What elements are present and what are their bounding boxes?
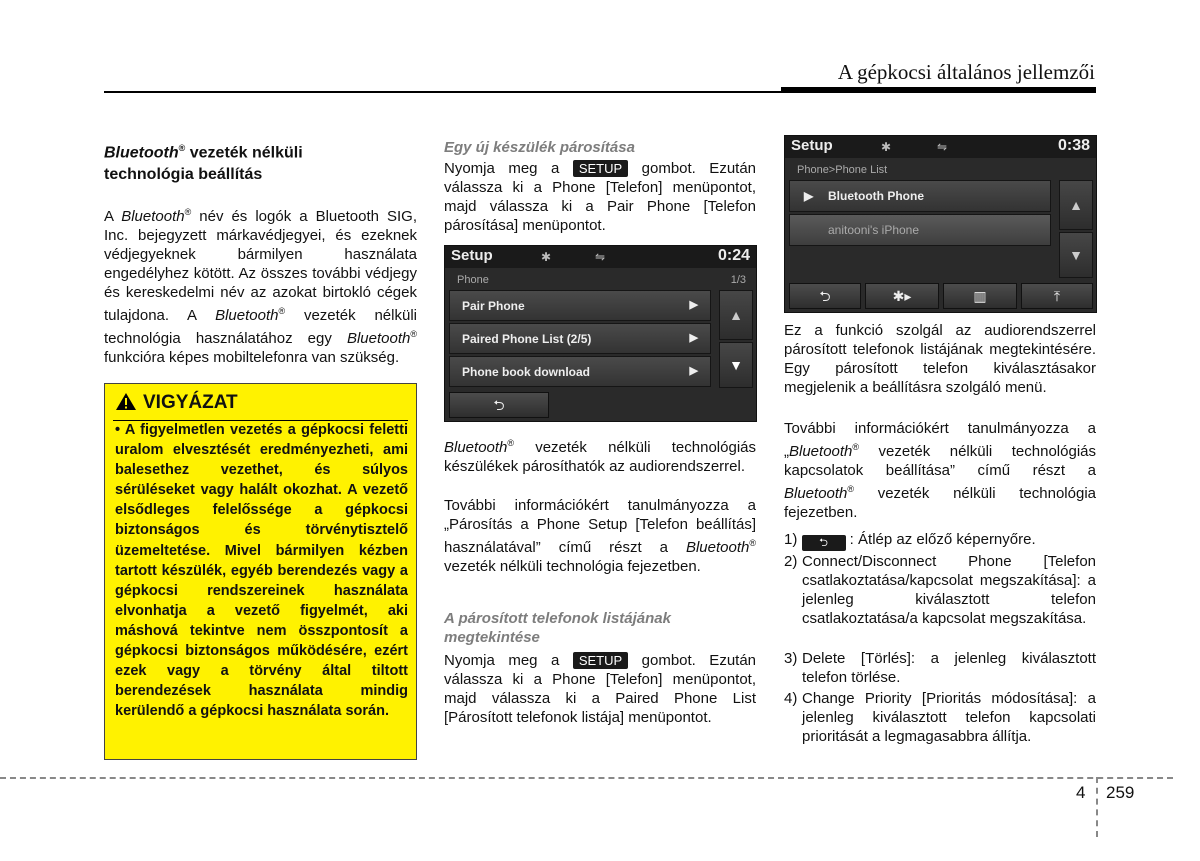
- more-info-paragraph-2: [784, 419, 1096, 522]
- warning-body: A figyelmetlen vezetés a gépkocsi feletti uralom elvesztését eredményezheti, ami balesethez vezethet, és súlyos sérüléseket vagy halált okozhat. A vezető elsődleges felelőssége a gépkocsi biztonságos és törvénytisztelő üzemeltetése. Mivel bármilyen kézben tartott készülék, egyéb berendezés vagy a gépkocsi rendszereinek használata elvonhatja a vezető figyelmét, aki máshová tekintve nem összpontosít a gépkocsi biztonságos működésére, ezért ezek vagy a törvény által tiltott berendezések használata mindig kerülendő a gépkocsi használata során.: [115, 422, 408, 720]
- text: Nyomja meg a: [444, 652, 573, 669]
- text: vezeték nélküli technológia fejezetben.: [444, 558, 701, 575]
- reg-mark: ®: [847, 484, 855, 494]
- list-row-bluetooth-phone[interactable]: [789, 180, 1051, 212]
- intro-paragraph: [104, 203, 417, 367]
- item-text: : Átlép az előző képernyőre.: [845, 531, 1036, 548]
- warning-text: [115, 420, 408, 721]
- brand: Bluetooth: [346, 330, 411, 347]
- row-label: Pair Phone: [462, 299, 525, 313]
- reg-mark: ®: [410, 329, 417, 339]
- usb-icon: ⇋: [937, 140, 948, 154]
- reg-mark: ®: [749, 538, 756, 548]
- list-item-4: [784, 689, 1096, 746]
- brand: Bluetooth: [784, 485, 848, 502]
- text: További információkért tanulmányozza a „: [784, 420, 1096, 460]
- list-paragraph: [444, 651, 756, 727]
- brand: Bluetooth: [444, 439, 508, 456]
- menu-row-paired-list[interactable]: [449, 323, 711, 354]
- text: vezeték nélküli technológia fejezetben.: [784, 485, 1096, 521]
- scroll-up-button[interactable]: ▲: [719, 290, 753, 340]
- arrow-right-icon: ▶: [689, 299, 698, 311]
- header-title: A gépkocsi általános jellemzői: [837, 60, 1095, 84]
- reg-mark: ®: [852, 442, 860, 452]
- reg-mark: ®: [278, 306, 286, 316]
- item-text: Change Priority [Prioritás módosítása]: a jelenleg kiválasztott telefon kapcsolati prioritását a legmagasabbra állítja.: [802, 690, 1096, 745]
- text: gombot. Ezután válassza ki a Phone [Telefon] menüpontot, majd válassza ki a Pair Phone [Telefon párosítása] menüpontot.: [444, 160, 757, 234]
- subheading-list: A párosított telefonok listájának megtekintése: [444, 610, 671, 646]
- compat-paragraph: [444, 434, 756, 476]
- screen-title: Setup: [791, 137, 833, 154]
- screen-time: 0:24: [717, 247, 750, 264]
- item-text: Connect/Disconnect Phone [Telefon csatlakoztatása/kapcsolat megszakítása]: a jelenleg kiválasztott telefon csatlakoztatása/a kapcsolat megszakítása.: [802, 553, 1096, 627]
- more-info-paragraph: [444, 496, 756, 576]
- page-number: 259: [1106, 783, 1135, 802]
- list-item-1: [784, 530, 1096, 551]
- text: funkcióra képes mobiltelefonra van szükség.: [104, 349, 400, 366]
- warning-box: [104, 383, 417, 760]
- title-part-2: technológia beállítás: [104, 166, 263, 184]
- list-row-iphone[interactable]: [789, 214, 1051, 246]
- brand: Bluetooth: [789, 443, 853, 460]
- text: gombot. Ezután válassza ki a Phone [Telefon] menüpontot, majd válassza ki a Paired Phone List [Párosított telefonok listája] menüpontot.: [444, 652, 757, 726]
- screen-subtitle: Phone: [457, 274, 489, 286]
- screen-time: 0:38: [1057, 137, 1090, 154]
- text: vezeték nélküli technológiás kapcsolatok beállítása” című részt a: [784, 443, 1096, 479]
- footer-dashed-divider: [1096, 777, 1098, 837]
- brand: Bluetooth: [104, 144, 179, 162]
- priority-top-icon[interactable]: ⤒: [1021, 283, 1093, 309]
- subheading-pair: Egy új készülék párosítása: [444, 139, 635, 156]
- text: vezeték nélküli technológia használatához egy: [104, 307, 417, 347]
- text: A: [104, 208, 122, 225]
- row-label: anitooni's iPhone: [828, 223, 920, 237]
- usb-icon: ⇋: [595, 250, 606, 264]
- back-button[interactable]: ⮌: [789, 283, 861, 309]
- chapter-number: 4: [1076, 783, 1086, 802]
- screen-page: 1/3: [730, 274, 746, 286]
- connect-disconnect-button[interactable]: ✱▸: [865, 283, 939, 309]
- item-text: Delete [Törlés]: a jelenleg kiválasztott telefon törlése.: [802, 650, 1096, 686]
- item-number: 3): [784, 650, 798, 667]
- screen-subtitle: Phone>Phone List: [797, 164, 888, 176]
- row-label: Phone book download: [462, 365, 590, 379]
- arrow-right-icon: ▶: [689, 365, 698, 377]
- phone-list-screen: [784, 135, 1097, 313]
- item-number: 2): [784, 553, 798, 570]
- section-title: [104, 137, 418, 186]
- text: További információkért tanulmányozza a „Párosítás a Phone Setup [Telefon beállítás] használatával” című részt a: [444, 497, 756, 556]
- item-number: 1): [784, 531, 798, 548]
- brand: Bluetooth: [685, 539, 750, 556]
- menu-row-pair-phone[interactable]: [449, 290, 711, 321]
- back-button[interactable]: ⮌: [449, 392, 549, 418]
- header-rule-thick: [781, 87, 1096, 93]
- list-bullet-icon: ▶: [804, 189, 814, 203]
- text: vezeték nélküli technológiás készülékek párosíthatók az audiorendszerrel.: [444, 439, 756, 475]
- title-part: vezeték nélküli: [185, 144, 303, 162]
- function-paragraph: Ez a funkció szolgál az audiorendszerrel párosított telefonok listájának megtekintésére. Egy párosított telefon kiválasztásakor megjelenik a beállításra szolgáló menü.: [784, 322, 1096, 396]
- delete-trash-icon[interactable]: ▥: [943, 283, 1017, 309]
- scroll-down-button[interactable]: ▼: [719, 342, 753, 388]
- setup-button-label: SETUP: [573, 652, 628, 669]
- warning-heading: [115, 392, 238, 414]
- row-label: Bluetooth Phone: [828, 189, 924, 203]
- item-number: 4): [784, 690, 798, 707]
- menu-row-phonebook[interactable]: [449, 356, 711, 387]
- row-label: Paired Phone List (2/5): [462, 332, 592, 346]
- back-icon: ⮌: [802, 535, 846, 551]
- phone-setup-screen: [444, 245, 757, 422]
- list-item-2: [784, 552, 1096, 628]
- bluetooth-icon: ✱: [881, 140, 892, 154]
- reg-mark: ®: [184, 207, 192, 217]
- arrow-right-icon: ▶: [689, 332, 698, 344]
- list-item-3: [784, 649, 1096, 687]
- warning-title: VIGYÁZAT: [143, 392, 238, 413]
- pair-paragraph: [444, 159, 756, 235]
- warning-triangle-icon: [115, 392, 137, 411]
- footer-dashed-rule: [0, 777, 1173, 779]
- scroll-up-button[interactable]: ▲: [1059, 180, 1093, 230]
- screen-topbar: [785, 136, 1096, 158]
- brand: Bluetooth: [215, 307, 279, 324]
- text: Nyomja meg a: [444, 160, 573, 177]
- reg-mark: ®: [178, 143, 186, 153]
- text: név és logók a Bluetooth SIG, Inc. bejegyzett márkavédjegyei, és ezeknek védjegyeknek bármilyen használata engedélyhez kötött. Az összes további védjegy és kereskedelmi név az azokat birtokló cégek tulajdona. A: [104, 208, 417, 324]
- reg-mark: ®: [507, 438, 515, 448]
- screen-title: Setup: [451, 247, 493, 264]
- scroll-down-button[interactable]: ▼: [1059, 232, 1093, 278]
- brand: Bluetooth: [121, 208, 185, 225]
- screen-topbar: [445, 246, 756, 268]
- bullet: •: [115, 422, 121, 438]
- setup-button-label: SETUP: [573, 160, 628, 177]
- bluetooth-icon: ✱: [541, 250, 552, 264]
